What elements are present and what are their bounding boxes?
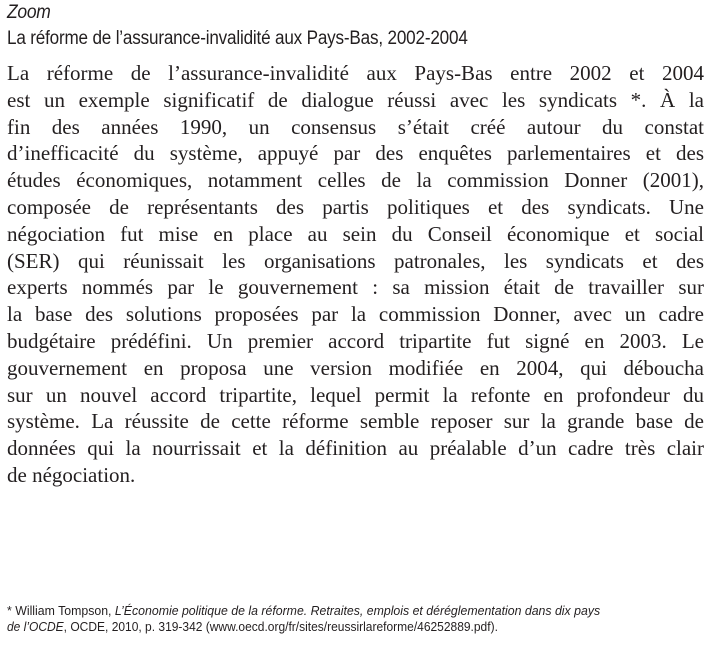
text-line-content: experts nommés par le gouvernement : sa mission était de travailler sur (7, 275, 704, 300)
section-kicker: Zoom (7, 2, 51, 23)
text-line-content: La réforme de l’assurance-invalidité aux Pays-Bas entre 2002 et 2004 (7, 61, 704, 85)
text-line (7, 140, 704, 167)
body-text (7, 60, 704, 489)
footnote-marker: * (7, 604, 16, 618)
text-line-content: (SER) qui réunissait les organisations patronales, les syndicats et des (7, 248, 704, 273)
text-line (7, 382, 704, 409)
text-line-content: composée de représentants des partis politiques et des syndicats. Une (7, 194, 704, 219)
text-line (7, 435, 704, 462)
footnote-line (7, 603, 694, 619)
box-title: La réforme de l’assurance-invalidité aux Pays-Bas, 2002-2004 (7, 28, 468, 49)
text-line-content: sur un nouvel accord tripartite, lequel permit la refonte en profondeur du (7, 382, 704, 407)
footnote-book-title-cont: de l’OCDE (7, 620, 64, 634)
text-line (7, 114, 704, 141)
footnote-publication: , OCDE, 2010, p. 319-342 (www.oecd.org/fr/sites/reussirlareforme/46252889.pdf). (63, 620, 498, 634)
text-line (7, 248, 704, 275)
text-line-content: fin des années 1990, un consensus s’était créé autour du constat (7, 114, 704, 139)
text-line (7, 301, 704, 328)
text-line (7, 328, 704, 355)
text-line (7, 167, 704, 194)
text-line-content: de négociation. (7, 462, 136, 487)
text-line-content: gouvernement en proposa une version modifiée en 2004, qui déboucha (7, 355, 704, 380)
text-line-content: la base des solutions proposées par la commission Donner, avec un cadre (7, 302, 704, 327)
text-line-content: données qui la nourrissait et la définition au préalable d’un cadre très clair (7, 436, 704, 461)
text-line (7, 87, 704, 114)
text-line (7, 408, 704, 435)
text-line-content: budgétaire prédéfini. Un premier accord tripartite fut signé en 2003. Le (7, 328, 704, 353)
footnote (7, 603, 704, 635)
text-line-content: système. La réussite de cette réforme semble reposer sur la grande base de (7, 409, 704, 434)
footnote-line (7, 619, 676, 635)
text-line-content: d’inefficacité du système, appuyé par des enquêtes parlementaires et des (7, 141, 704, 166)
footnote-author: William Tompson, (15, 604, 115, 618)
text-line-content: négociation fut mise en place au sein du Conseil économique et social (7, 221, 704, 246)
text-line-content: études économiques, notamment celles de la commission Donner (2001), (7, 168, 704, 193)
text-line (7, 60, 704, 87)
text-line (7, 462, 704, 489)
text-line (7, 274, 704, 301)
footnote-book-title: L’Économie politique de la réforme. Retraites, emplois et déréglementation dans dix pays (114, 604, 601, 618)
text-line (7, 194, 704, 221)
text-line (7, 221, 704, 248)
text-line-content: est un exemple significatif de dialogue réussi avec les syndicats *. À la (7, 87, 704, 112)
text-line (7, 355, 704, 382)
